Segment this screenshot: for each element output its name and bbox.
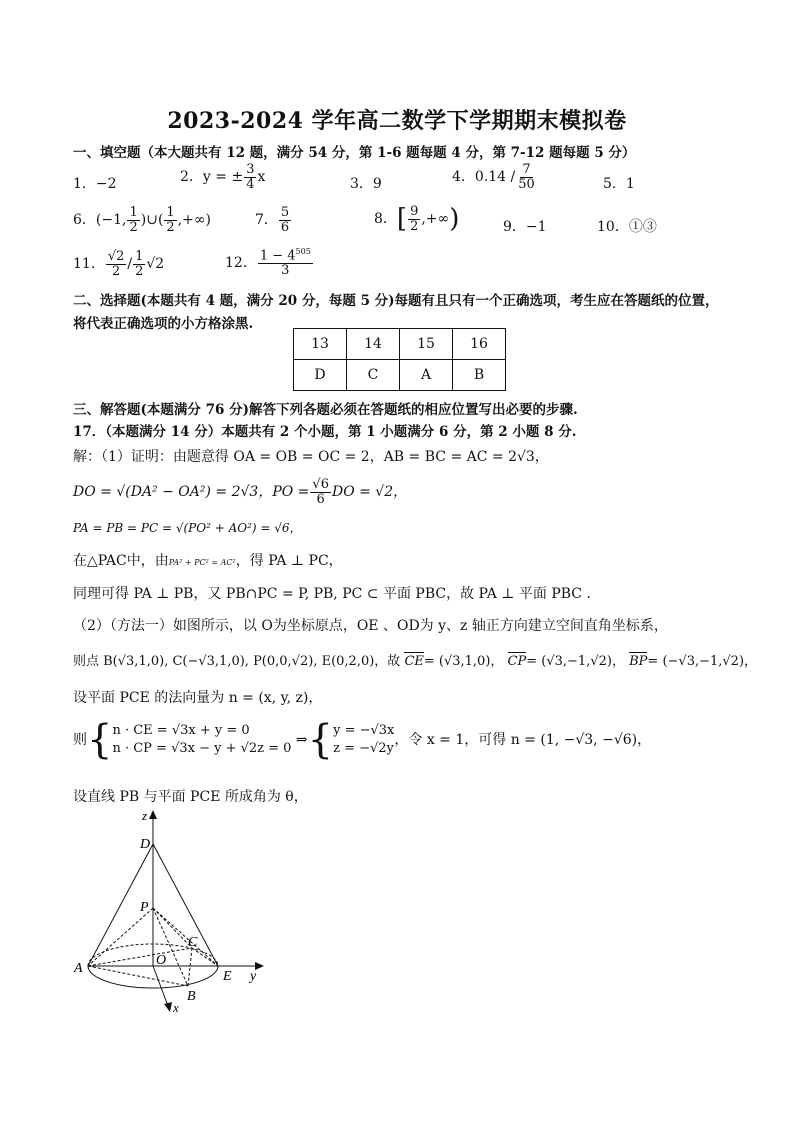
answer-2: 2．y = ± $\frac{3}{4}$ x — [180, 162, 266, 192]
table-cell: 14 — [347, 329, 400, 360]
section1-heading: 一、填空题（本大题共有 12 题，满分 54 分，第 1-6 题每题 4 分，第 7-12 题每题 5 分） — [73, 145, 636, 161]
label-A: A — [74, 961, 83, 976]
answer-4: 4．0.14 / $\frac{7}{50}$ — [452, 162, 535, 192]
answer-9: 9．−1 — [503, 219, 547, 235]
solution-line-6: （2）（方法一）如图所示，以 O为坐标原点，OE 、OD为 y、z 轴正方向建立空间直角坐标系， — [73, 618, 668, 634]
label-D: D — [140, 837, 151, 852]
answer-11: 11． $\frac{√2}{2}$ / $\frac{1}{2}$ √2 — [73, 249, 165, 279]
table-cell: C — [347, 360, 400, 391]
answer-3: 3．9 — [350, 176, 382, 192]
table-cell: A — [400, 360, 453, 391]
solution-line-10: 设直线 PB 与平面 PCE 所成角为 θ， — [73, 789, 308, 805]
line-CE — [192, 948, 218, 966]
answer-5: 5．1 — [603, 176, 635, 192]
cone-figure — [60, 808, 280, 1018]
x-axis — [153, 966, 168, 1006]
answer-1: 1．−2 — [73, 176, 117, 192]
question-17-heading: 17．（本题满分 14 分）本题共有 2 个小题，第 1 小题满分 6 分，第 2 小题 8 分. — [73, 424, 577, 440]
label-C: C — [188, 935, 198, 950]
answer-10: 10．①③ — [597, 219, 657, 235]
y-axis-arrow — [255, 962, 264, 970]
line-PB — [153, 908, 188, 986]
answer-8: 8．[ $\frac{9}{2}$ ,+∞) — [374, 203, 460, 234]
solution-line-5: 同理可得 PA ⊥ PB，又 PB∩PC = P, PB, PC ⊂ 平面 PBC，故 PA ⊥ 平面 PBC . — [73, 586, 591, 602]
answer-7: 7． $\frac{5}{6}$ — [255, 205, 290, 235]
line-AC — [88, 948, 192, 966]
section2-heading-line2: 将代表正确选项的小方格涂黑. — [73, 316, 254, 332]
solution-line-9: 则{ n · CE = √3x + y = 0 n · CP = √3x − y + √2z = 0 ⇒{ y = −√3x z = −√2y ，令 x = 1，可得 n = (1, −√3, −√6)， — [73, 717, 652, 763]
answer-6: 6．(−1, $\frac{1}{2}$ )∪( $\frac{1}{2}$ ,+∞) — [73, 205, 212, 235]
x-axis-arrow — [164, 1002, 172, 1012]
table-header-row — [294, 329, 506, 360]
solution-line-7: 则点 B(√3,1,0), C(−√3,1,0), P(0,0,√2), E(0,2,0)，故 CE= (√3,1,0)， CP= (√3,−1,√2)， BP= (−√3,−1,√2)， — [73, 654, 758, 669]
section2-heading-line1: 二、选择题(本题共有 4 题，满分 20 分，每题 5 分)每题有且只有一个正确选项，考生应在答题纸的位置， — [73, 293, 719, 309]
label-P: P — [140, 900, 149, 915]
label-B: B — [187, 989, 196, 1004]
table-cell: 15 — [400, 329, 453, 360]
table-cell: B — [453, 360, 506, 391]
table-cell: 16 — [453, 329, 506, 360]
table-cell: 13 — [294, 329, 347, 360]
line-PA — [88, 908, 153, 966]
line-AB — [88, 966, 188, 986]
table-cell: D — [294, 360, 347, 391]
label-z: z — [142, 808, 148, 823]
z-axis-arrow — [149, 810, 157, 819]
label-x: x — [173, 1000, 179, 1015]
choice-answer-table — [293, 328, 506, 391]
solution-line-3: PA = PB = PC = √(PO² + AO²) = √6， — [73, 521, 302, 535]
solution-line-1: 解：（1）证明：由题意得 OA = OB = OC = 2，AB = BC = AC = 2√3， — [73, 449, 549, 465]
solution-line-8: 设平面 PCE 的法向量为 n = (x, y, z)， — [73, 690, 323, 706]
solution-line-4: 在△PAC中，由PA² + PC² = AC²，得 PA ⊥ PC， — [73, 553, 343, 569]
label-E: E — [223, 969, 232, 984]
line-PC — [153, 908, 192, 948]
answer-12: 12． $\frac{1 - 4^{505}}{3}$ — [225, 247, 311, 278]
solution-line-2: DO = √(DA² − OA²) = 2√3，PO = $\frac{√6}{6}$ DO = √2， — [73, 477, 408, 507]
cone-side-right — [153, 844, 218, 966]
base-front-arc — [88, 966, 218, 988]
label-O: O — [156, 953, 167, 968]
section3-heading: 三、解答题(本题满分 76 分)解答下列各题必须在答题纸的相应位置写出必要的步骤. — [73, 402, 578, 418]
label-y: y — [250, 969, 257, 984]
line-BC — [188, 948, 192, 986]
table-row — [294, 360, 506, 391]
page-title: 2023-2024 学年高二数学下学期期末模拟卷 — [167, 108, 627, 134]
